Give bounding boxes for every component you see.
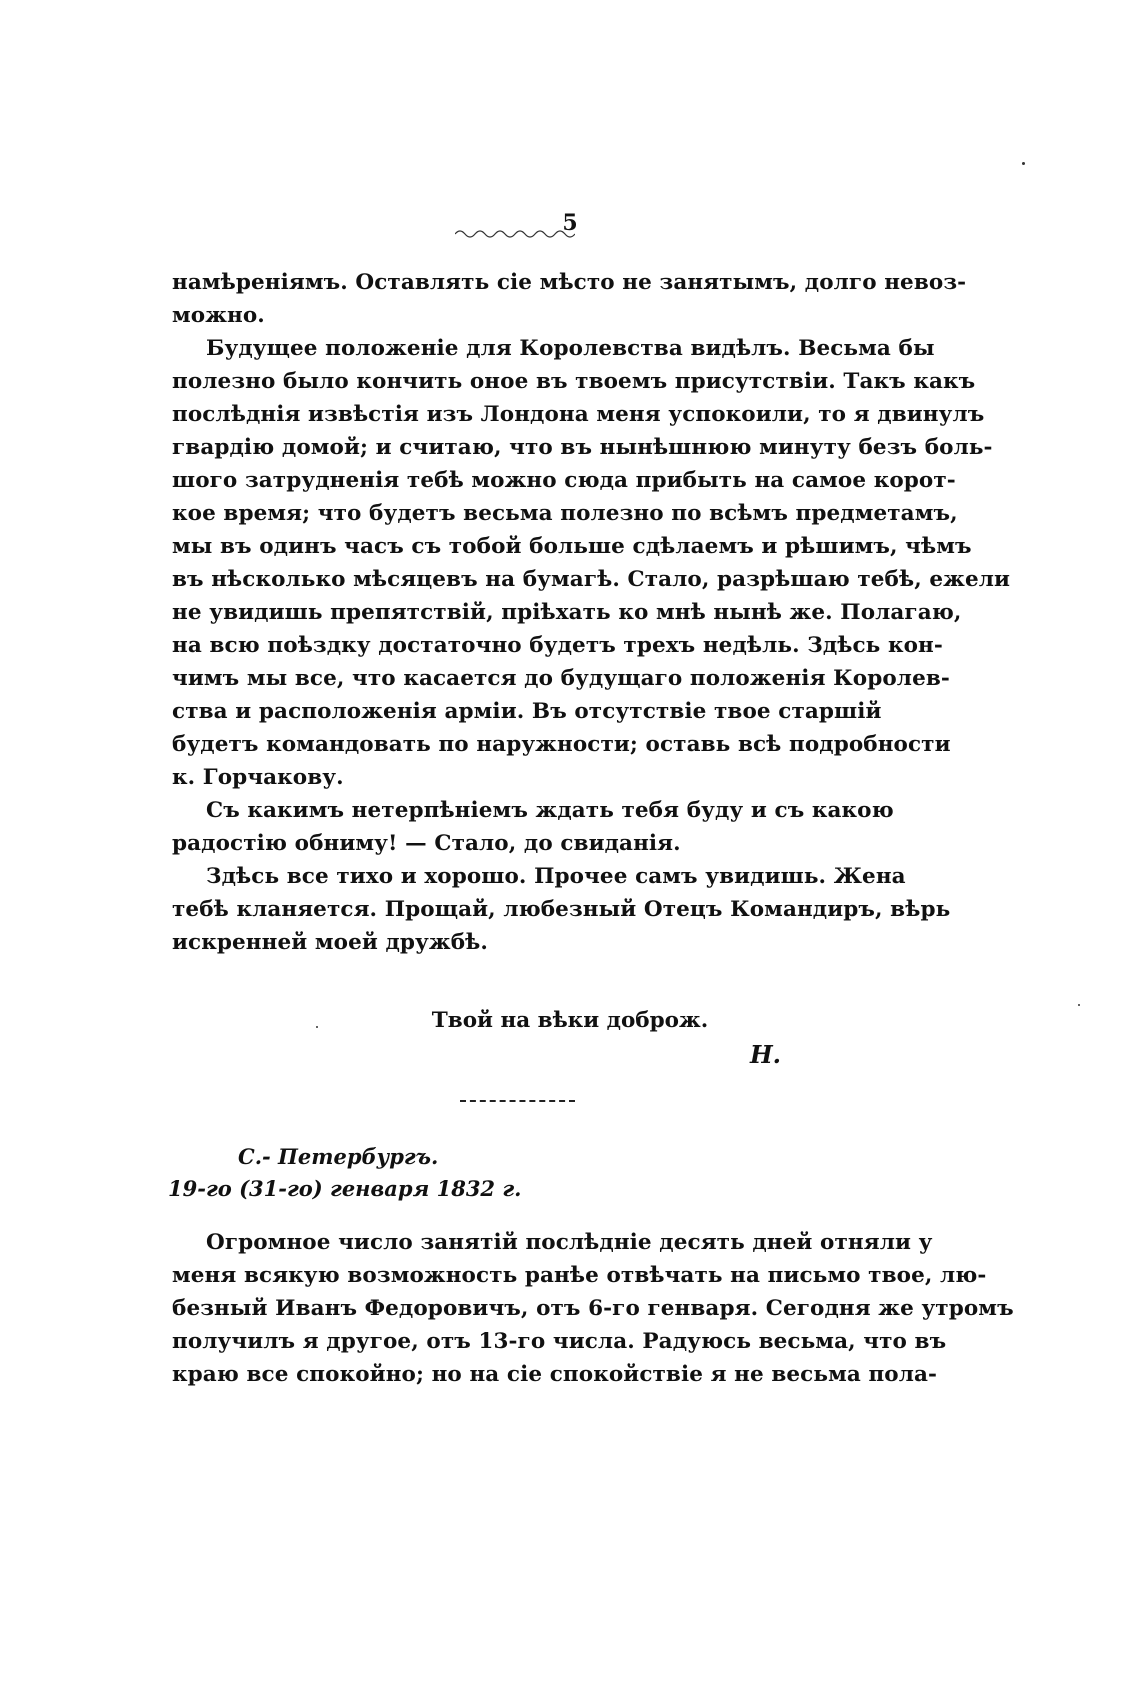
signature-initial: Н. (750, 1040, 782, 1069)
text-line: можно. (172, 303, 265, 328)
text-line: Будущее положеніе для Королевства видѣлъ. Весьма бы (206, 336, 935, 361)
text-line: полезно было кончить оное въ твоемъ присутствіи. Такъ какъ (172, 369, 976, 394)
text-line: Огромное число занятій послѣдніе десять дней отняли у (206, 1230, 933, 1255)
letter-1-body (172, 266, 1011, 959)
text-line: гвардію домой; и считаю, что въ нынѣшнюю минуту безъ боль- (172, 435, 993, 460)
text-line: ства и расположенія арміи. Въ отсутствіе твое старшій (172, 699, 882, 724)
text-line: безный Иванъ Федоровичъ, отъ 6-го генваря. Сегодня же утромъ (172, 1296, 1014, 1321)
text-line: не увидишь препятствій, пріѣхать ко мнѣ нынѣ же. Полагаю, (172, 600, 962, 625)
text-line: намѣреніямъ. Оставлять сіе мѣсто не занятымъ, долго невоз- (172, 270, 967, 295)
letter-place: С.- Петербургъ. (238, 1144, 439, 1169)
text-line: послѣднія извѣстія изъ Лондона меня успокоили, то я двинулъ (172, 402, 985, 427)
letter-date: 19-го (31-го) генваря 1832 г. (168, 1176, 522, 1201)
scan-speck (1078, 1004, 1080, 1006)
scan-speck (1022, 162, 1025, 165)
text-line: кое время; что будетъ весьма полезно по всѣмъ предметамъ, (172, 501, 958, 526)
text-line: въ нѣсколько мѣсяцевъ на бумагѣ. Стало, разрѣшаю тебѣ, ежели (172, 567, 1011, 592)
text-line: будетъ командовать по наружности; оставь всѣ подробности (172, 732, 951, 757)
wavy-ornament (455, 228, 575, 240)
text-line: радостію обниму! — Стало, до свиданія. (172, 831, 681, 856)
text-line: искренней моей дружбѣ. (172, 930, 488, 955)
text-line: Здѣсь все тихо и хорошо. Прочее самъ увидишь. Жена (206, 864, 906, 889)
text-line: меня всякую возможность ранѣе отвѣчать на письмо твое, лю- (172, 1263, 987, 1288)
text-line: Съ какимъ нетерпѣніемъ ждать тебя буду и съ какою (206, 798, 894, 823)
text-line: к. Горчакову. (172, 765, 344, 790)
text-line: получилъ я другое, отъ 13-го числа. Радуюсь весьма, что въ (172, 1329, 947, 1354)
text-line: на всю поѣздку достаточно будетъ трехъ недѣль. Здѣсь кон- (172, 633, 943, 658)
letter-2-body (172, 1226, 1014, 1391)
scan-speck (316, 1026, 318, 1028)
text-line: шого затрудненія тебѣ можно сюда прибыть на самое корот- (172, 468, 956, 493)
text-line: краю все спокойно; но на сіе спокойствіе я не весьма пола- (172, 1362, 938, 1387)
letter-closing: Твой на вѣки доброж. (431, 1008, 709, 1033)
page-number: 5 (562, 210, 578, 236)
text-line: тебѣ кланяется. Прощай, любезный Отецъ Командиръ, вѣрь (172, 897, 951, 922)
text-line: чимъ мы все, что касается до будущаго положенія Королев- (172, 666, 950, 691)
text-line: мы въ одинъ часъ съ тобой больше сдѣлаемъ и рѣшимъ, чѣмъ (172, 534, 972, 559)
section-divider (460, 1100, 575, 1102)
